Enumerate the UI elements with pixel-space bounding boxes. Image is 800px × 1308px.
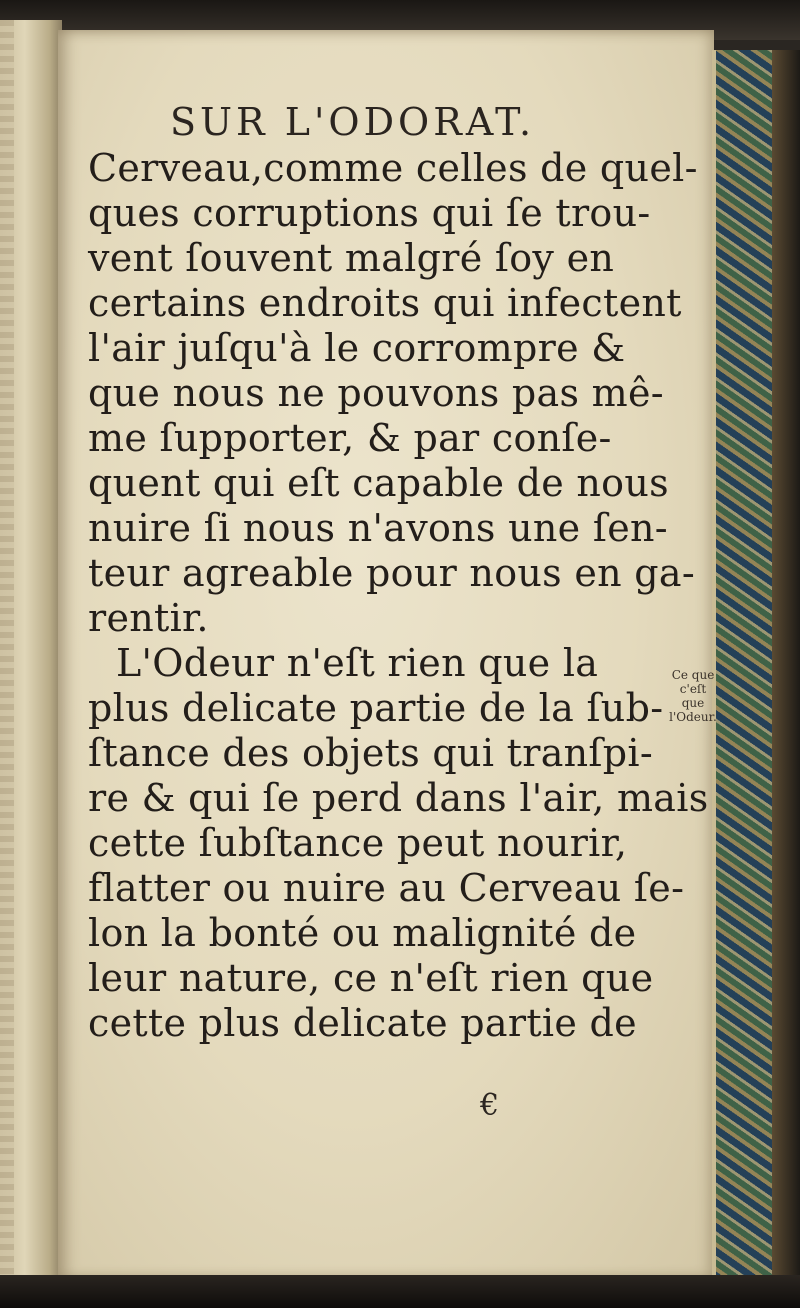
binding-shadow [772, 50, 800, 1280]
bottom-background [0, 1275, 800, 1308]
facing-page-edge [0, 20, 62, 1280]
running-head: SUR L'ODORAT. [170, 100, 536, 144]
text-line: plus delicate partie de la ſub- [88, 686, 664, 730]
text-line: que nous ne pouvons pas mê- [88, 371, 664, 415]
text-line: ſtance des objets qui tranſpi- [88, 731, 654, 775]
text-line: flatter ou nuire au Cerveau ſe- [88, 866, 685, 910]
text-line: quent qui eſt capable de nous [88, 461, 669, 505]
text-line: re & qui ſe perd dans l'air, mais [88, 776, 709, 820]
text-line: certains endroits qui infectent [88, 281, 682, 325]
text-line: vent ſouvent malgré ſoy en [88, 236, 615, 280]
text-line: leur nature, ce n'eſt rien que [88, 956, 654, 1000]
paragraph-start-line: L'Odeur n'eſt rien que la [116, 641, 599, 685]
text-line: teur agreable pour nous en ga- [88, 551, 695, 595]
text-line: rentir. [88, 596, 209, 640]
margin-note: Ce que c'eſt que l'Odeur. [669, 668, 717, 724]
facing-page-strip [0, 20, 14, 1280]
text-line: ques corruptions qui ſe trou- [88, 191, 651, 235]
text-line: cette ſubſtance peut nourir, [88, 821, 628, 865]
text-line: nuire ſi nous n'avons une ſen- [88, 506, 668, 550]
text-line: Cerveau,comme celles de quel- [88, 146, 698, 190]
text-line: l'air juſqu'à le corrompre & [88, 326, 626, 370]
text-line: me ſupporter, & par conſe- [88, 416, 612, 460]
text-line: cette plus delicate partie de [88, 1001, 637, 1045]
catchword: € [480, 1088, 500, 1123]
text-line: lon la bonté ou malignité de [88, 911, 637, 955]
